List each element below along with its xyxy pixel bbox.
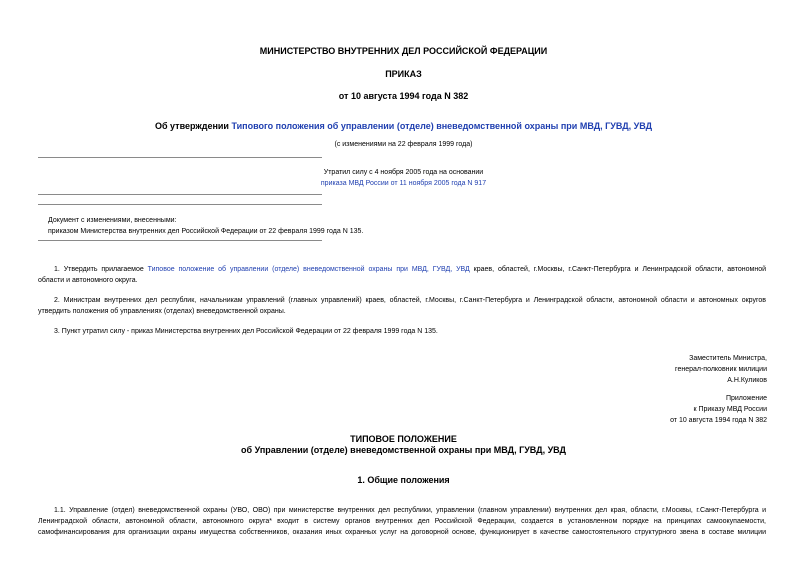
paragraph-1	[38, 264, 766, 286]
title-prefix: Об утверждении	[154, 121, 232, 131]
paragraph-2-line: 2. Министрам внутренних дел республик, начальникам управлений (главных управлений) краев, областей, г.Москвы, г.Санкт-Петербурга и Ленинградской области, автономной области и автономных округов	[54, 297, 766, 304]
signature-line: генерал-полковник милиции	[675, 366, 767, 373]
appendix-line: к Приказу МВД России	[693, 406, 767, 413]
title-link[interactable]: Типового положения об управлении (отделе) вневедомственной охраны при МВД, ГУВД, УВД	[231, 121, 653, 131]
divider	[38, 194, 322, 195]
appendix-line: от 10 августа 1994 года N 382	[670, 417, 767, 424]
void-note-text: Утратил силу с 4 ноября 2005 года на основании	[323, 169, 484, 176]
divider	[38, 204, 322, 205]
order-heading: ПРИКАЗ	[385, 69, 422, 79]
clause-line: самофинансирования для организации охраны имущества собственников, оказания иных охранных услуг на договорной основе, функционирует в качестве самостоятельного структурного звена в составе милиции	[38, 529, 766, 536]
section-heading: 1. Общие положения	[357, 475, 450, 485]
changes-note-line: Документ с изменениями, внесенными:	[48, 217, 177, 224]
clause-1-1	[38, 505, 766, 538]
paragraph-3: 3. Пункт утратил силу - приказ Министерства внутренних дел Российской Федерации от 22 февраля 1999 года N 135.	[54, 328, 438, 335]
paragraph-1-line	[38, 264, 766, 275]
divider	[38, 157, 322, 158]
p1-rest: краев, областей, г.Москвы, г.Санкт-Петербурга и Ленинградской области, автономной	[469, 266, 766, 273]
paragraph-2	[38, 295, 766, 317]
appendix-block	[670, 393, 767, 426]
divider	[38, 240, 322, 241]
amendment-note: (с изменениями на 22 февраля 1999 года)	[334, 141, 473, 148]
document-title	[0, 121, 807, 131]
section-subtitle: об Управлении (отделе) вневедомственной охраны при МВД, ГУВД, УВД	[241, 445, 566, 455]
void-note-link[interactable]: приказа МВД России от 11 ноября 2005 года N 917	[320, 180, 487, 187]
p1-link[interactable]: Типовое положение об управлении (отделе) вневедомственной охраны при МВД, ГУВД, УВД	[147, 266, 470, 273]
paragraph-1-line: области и автономного округа.	[38, 277, 138, 284]
section-title: ТИПОВОЕ ПОЛОЖЕНИЕ	[350, 434, 457, 444]
changes-note-line: приказом Министерства внутренних дел Российской Федерации от 22 февраля 1999 года N 135.	[48, 228, 364, 235]
signature-block	[675, 353, 767, 386]
ministry-heading: МИНИСТЕРСТВО ВНУТРЕННИХ ДЕЛ РОССИЙСКОЙ ФЕДЕРАЦИИ	[259, 46, 548, 56]
paragraph-2-line: утвердить положения об управлениях (отделах) вневедомственной охраны.	[38, 308, 286, 315]
order-date: от 10 августа 1994 года N 382	[338, 91, 469, 101]
p1-prefix: 1. Утвердить прилагаемое	[54, 266, 148, 273]
signature-line: А.Н.Куликов	[727, 377, 767, 384]
changes-note	[48, 215, 363, 237]
appendix-line: Приложение	[725, 395, 767, 402]
clause-line: Ленинградской области, автономной области, автономного округа* входит в систему органов внутренних дел Российской Федерации, создается в установленном порядке на принципах самоокупаемости,	[38, 518, 766, 525]
clause-line: 1.1. Управление (отдел) вневедомственной охраны (УВО, ОВО) при министерстве внутренних дел республики, управлении (главном управлении) внутренних дел края, области, г.Москвы, г.Санкт-Петербурга и	[54, 507, 766, 514]
signature-line: Заместитель Министра,	[689, 355, 767, 362]
